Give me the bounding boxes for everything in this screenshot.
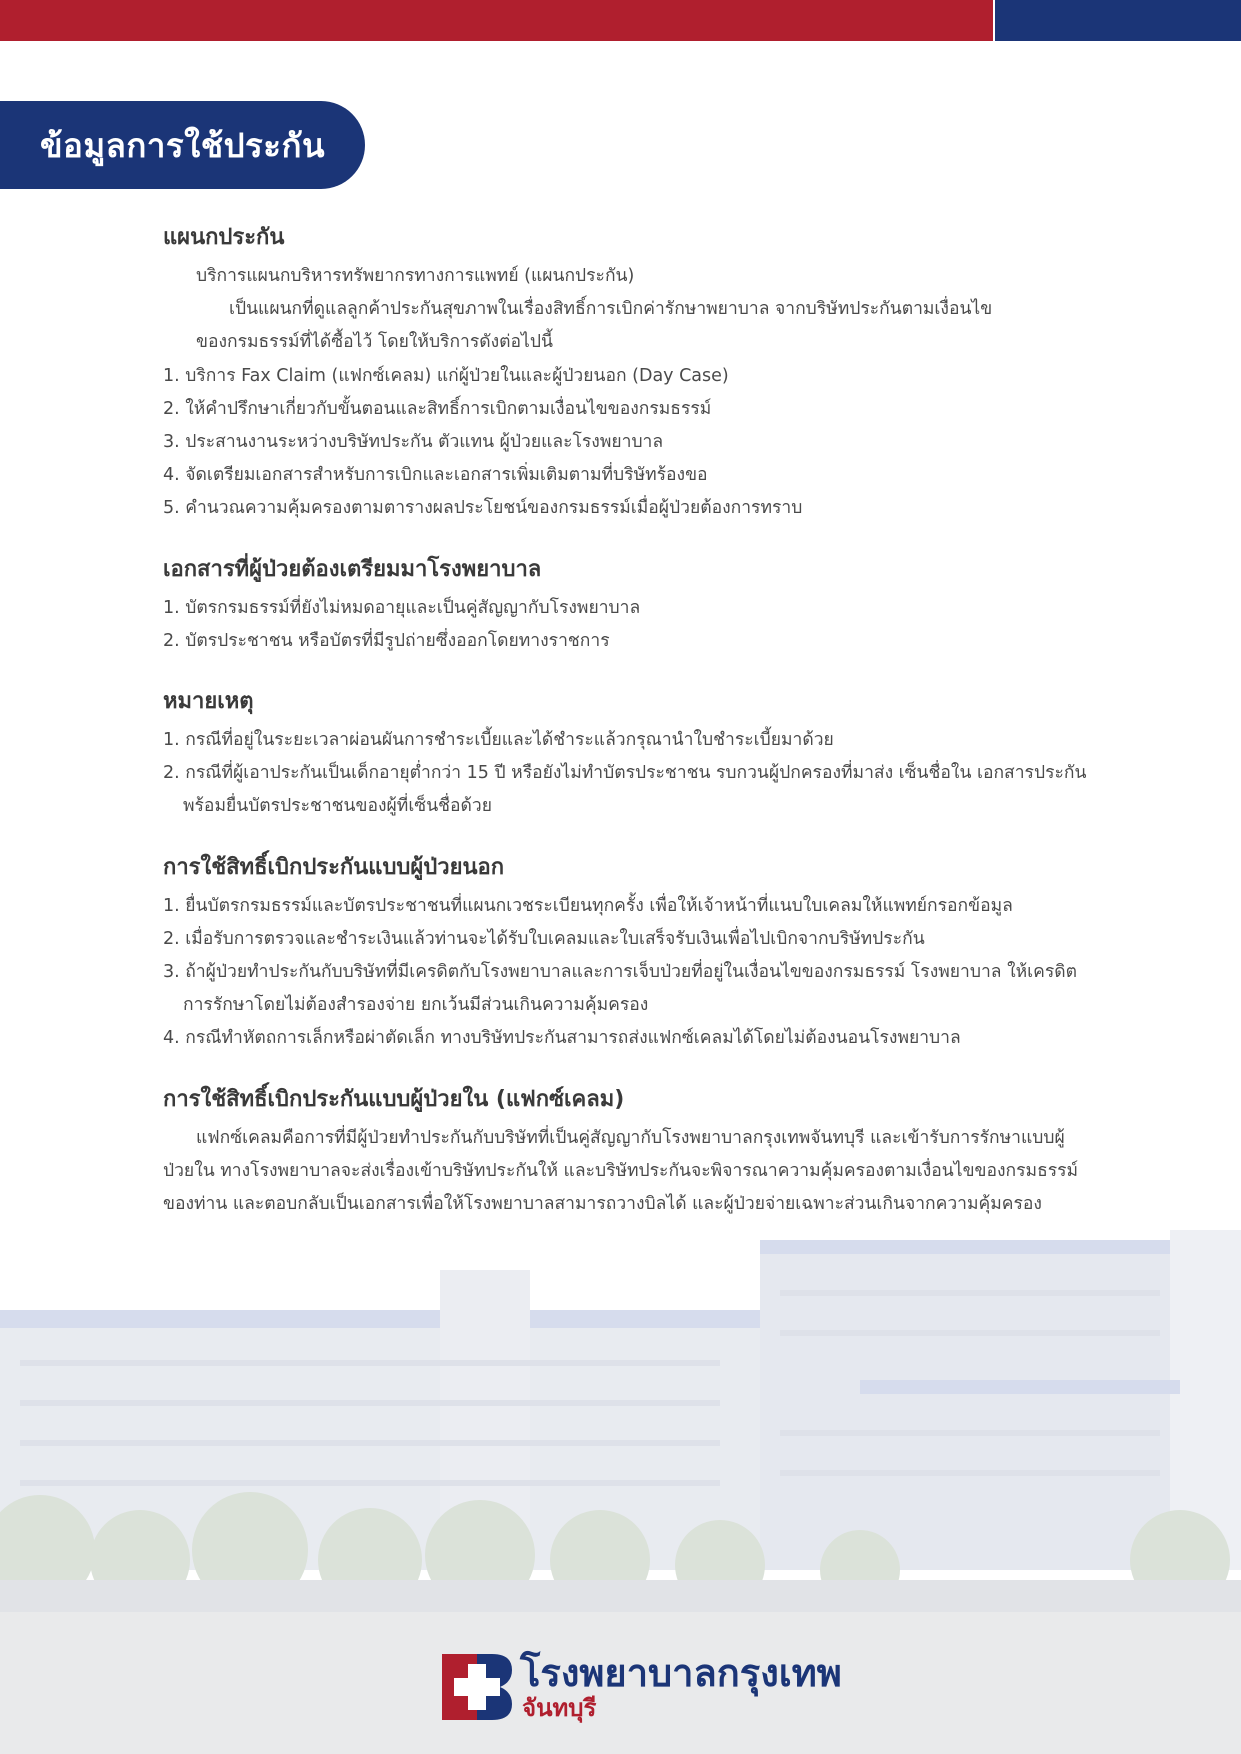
hospital-name: โรงพยาบาลกรุงเทพ — [520, 1651, 842, 1695]
list-item: 3. ประสานงานระหว่างบริษัทประกัน ตัวแทน ผู้ป่วยและโรงพยาบาล — [163, 432, 664, 453]
section-insurance-department — [163, 222, 1093, 526]
section-heading: หมายเหตุ — [163, 689, 254, 715]
list-item: 1. บริการ Fax Claim (แฟกซ์เคลม) แก่ผู้ป่วยในและผู้ป่วยนอก (Day Case) — [163, 365, 729, 386]
section-remarks — [163, 686, 1093, 824]
list-item: 2. ให้คำปรึกษาเกี่ยวกับขั้นตอนและสิทธิ์การเบิกตามเงื่อนไขของกรมธรรม์ — [163, 398, 712, 419]
hospital-building-illustration — [0, 1230, 1241, 1612]
top-color-bar — [0, 0, 1241, 41]
list-item: 2. กรณีที่ผู้เอาประกันเป็นเด็กอายุต่ำกว่า 15 ปี หรือยังไม่ทำบัตรประชาชน รบกวนผู้ปกครองที่มาส่ง เซ็นชื่อใน เอกสารประกัน พร้อมยื่นบัตรประชาชนของผู้ที่เซ็นชื่อด้วย — [163, 763, 1087, 817]
list-item: 2. เมื่อรับการตรวจและชำระเงินแล้วท่านจะได้รับใบเคลมและใบเสร็จรับเงินเพื่อไปเบิกจากบริษัทประกัน — [163, 928, 925, 949]
intro-line: บริการแผนกบริหารทรัพยากรทางการแพทย์ (แผนกประกัน) — [196, 266, 635, 286]
hospital-logo-icon — [442, 1654, 512, 1720]
list-item: 1. กรณีที่อยู่ในระยะเวลาผ่อนผันการชำระเบี้ยและได้ชำระแล้วกรุณานำใบชำระเบี้ยมาด้วย — [163, 730, 834, 751]
list-item: 4. กรณีทำหัตถการเล็กหรือผ่าตัดเล็ก ทางบริษัทประกันสามารถส่งแฟกซ์เคลมได้โดยไม่ต้องนอนโรงพยาบาล — [163, 1028, 961, 1049]
hospital-branch: จันทบุรี — [522, 1694, 597, 1722]
top-bar-blue — [995, 0, 1241, 41]
main-content — [163, 222, 1093, 1249]
section-inpatient-fax-claim — [163, 1084, 1093, 1222]
fax-claim-paragraph: แฟกซ์เคลมคือการที่มีผู้ป่วยทำประกันกับบริษัทที่เป็นคู่สัญญากับโรงพยาบาลกรุงเทพจันทบุรี และเข้ารับการรักษาแบบผู้ป่วยใน ทางโรงพยาบาลจะส่งเรื่องเข้าบริษัทประกันให้ และบริษัทประกันจะพิจารณาความคุ้มครองตามเงื่อนไขของกรมธรรม์ของท่าน และตอบกลับเป็นเอกสารเพื่อให้โรงพยาบาลสามารถวางบิลได้ และผู้ป่วยจ่ายเฉพาะส่วนเกินจากความคุ้มครอง — [163, 1127, 1079, 1215]
section-heading: การใช้สิทธิ์เบิกประกันแบบผู้ป่วยใน (แฟกซ์เคลม) — [163, 1086, 625, 1112]
list-item: 3. ถ้าผู้ป่วยทำประกันกับบริษัทที่มีเครดิตกับโรงพยาบาลและการเจ็บป่วยที่อยู่ในเงื่อนไขของกรมธรรม์ โรงพยาบาล ให้เครดิตการรักษาโดยไม่ต้องสำรองจ่าย ยกเว้นมีส่วนเกินความคุ้มครอง — [163, 962, 1077, 1016]
section-required-documents — [163, 554, 1093, 658]
list-item: 4. จัดเตรียมเอกสารสำหรับการเบิกและเอกสารเพิ่มเติมตามที่บริษัทร้องขอ — [163, 465, 708, 486]
list-item: 5. คำนวณความคุ้มครองตามตารางผลประโยชน์ของกรมธรรม์เมื่อผู้ป่วยต้องการทราบ — [163, 498, 803, 519]
list-item: 2. บัตรประชาชน หรือบัตรที่มีรูปถ่ายซึ่งออกโดยทางราชการ — [163, 630, 610, 651]
section-outpatient-claim — [163, 852, 1093, 1056]
intro-line: เป็นแผนกที่ดูแลลูกค้าประกันสุขภาพในเรื่องสิทธิ์การเบิกค่ารักษาพยาบาล จากบริษัทประกันตามเงื่อนไข — [229, 299, 993, 320]
intro-line: ของกรมธรรม์ที่ได้ซื้อไว้ โดยให้บริการดังต่อไปนี้ — [196, 332, 553, 353]
list-item: 1. ยื่นบัตรกรมธรรม์และบัตรประชาชนที่แผนกเวชระเบียนทุกครั้ง เพื่อให้เจ้าหน้าที่แนบใบเคลมให้แพทย์กรอกข้อมูล — [163, 895, 1013, 916]
section-heading: เอกสารที่ผู้ป่วยต้องเตรียมมาโรงพยาบาล — [163, 556, 542, 582]
section-heading: การใช้สิทธิ์เบิกประกันแบบผู้ป่วยนอก — [163, 854, 505, 880]
page-title-banner — [0, 101, 365, 189]
list-item: 1. บัตรกรมธรรม์ที่ยังไม่หมดอายุและเป็นคู่สัญญากับโรงพยาบาล — [163, 597, 641, 618]
page-title: ข้อมูลการใช้ประกัน — [40, 125, 326, 165]
top-bar-red — [0, 0, 993, 41]
section-heading: แผนกประกัน — [163, 225, 285, 250]
